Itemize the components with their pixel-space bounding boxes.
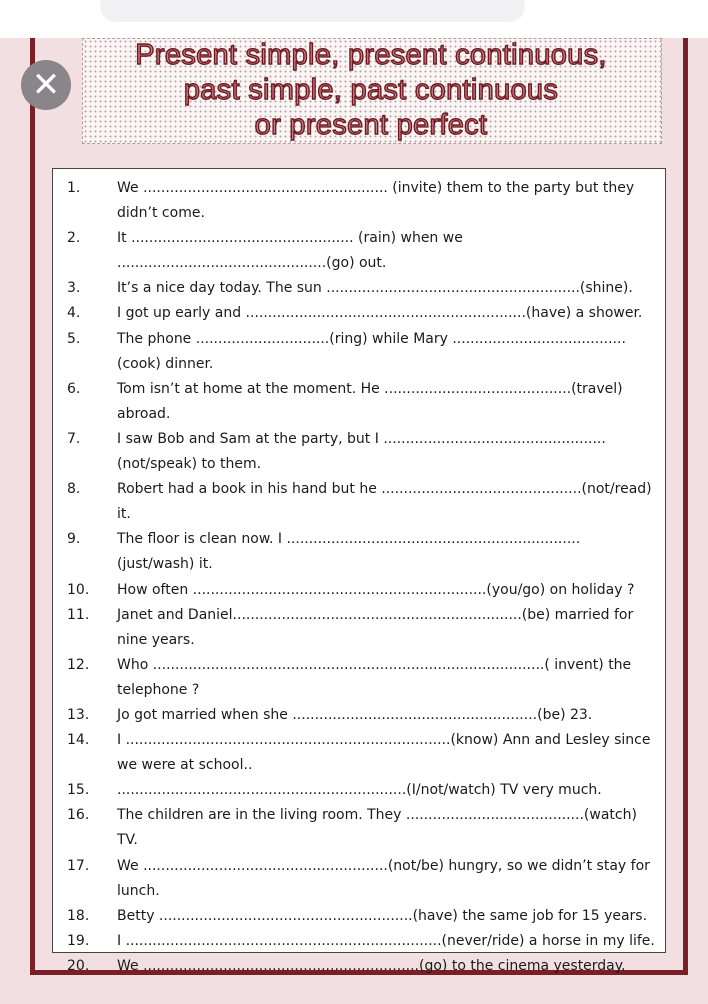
exercise-list	[53, 176, 665, 979]
exercise-item	[53, 803, 665, 853]
exercise-item	[53, 301, 665, 326]
exercise-number: 10.	[67, 581, 90, 598]
exercise-item	[53, 778, 665, 803]
exercise-sentence: We .......................................................(not/be) hungry, so we didn’t stay for lunch.	[117, 857, 650, 899]
exercise-item	[53, 276, 665, 301]
exercise-sentence: Jo got married when she .......................................................(be) 23.	[117, 706, 593, 723]
exercise-item	[53, 854, 665, 904]
close-button[interactable]	[21, 60, 71, 110]
exercise-sentence: I saw Bob and Sam at the party, but I ..................................................(not/speak) to them.	[117, 430, 606, 473]
search-bar[interactable]	[100, 0, 525, 22]
title-line-2: past simple, past continuous	[183, 74, 559, 106]
exercise-number: 19.	[67, 932, 90, 949]
exercise-number: 13.	[67, 706, 90, 723]
exercise-number: 16.	[67, 807, 90, 824]
title-line-1: Present simple, present continuous,	[135, 39, 607, 71]
exercise-number: 12.	[67, 656, 90, 673]
exercise-item	[53, 603, 665, 653]
exercise-number: 15.	[67, 782, 90, 799]
exercise-item	[53, 327, 665, 377]
exercise-sentence: I .......................................................................(never/ride) a horse in my life.	[117, 932, 655, 949]
exercise-sentence: I got up early and ...............................................................(have) a shower.	[117, 305, 643, 322]
exercise-sentence: The floor is clean now. I ..................................................................(just/wash) it.	[117, 531, 581, 573]
close-icon: ✕	[31, 65, 61, 105]
exercise-item	[53, 578, 665, 603]
exercise-item	[53, 377, 665, 427]
exercise-sentence: Robert had a book in his hand but he .............................................(not/read) it.	[117, 481, 652, 523]
exercise-sentence: How often ..................................................................(you/go) on holiday ?	[117, 581, 635, 598]
exercise-number: 20.	[67, 957, 90, 974]
exercise-number: 18.	[67, 907, 90, 924]
worksheet-title	[82, 38, 660, 143]
browser-top-bar	[0, 0, 708, 38]
exercise-number: 5.	[67, 330, 81, 347]
exercise-number: 14.	[67, 732, 90, 749]
exercise-sentence: I .........................................................................(know) Ann and Lesley since we were at school..	[117, 732, 651, 774]
title-line-3: or present perfect	[254, 109, 488, 141]
exercise-number: 2.	[67, 230, 81, 247]
exercise-item	[53, 176, 665, 226]
exercise-item	[53, 527, 665, 577]
exercise-number: 11.	[67, 606, 90, 623]
exercise-item	[53, 653, 665, 703]
exercise-item	[53, 427, 665, 477]
exercise-sentence: We ....................................................... (invite) them to the party but they didn’t come.	[117, 180, 635, 222]
exercise-item	[53, 703, 665, 728]
exercise-sentence: Who ........................................................................................( invent) the telephone ?	[117, 656, 632, 698]
exercise-number: 4.	[67, 305, 81, 322]
exercise-sentence: It’s a nice day today. The sun .........................................................(shine).	[117, 280, 633, 297]
exercise-item	[53, 477, 665, 527]
exercise-sentence: Betty .........................................................(have) the same job for 15 years.	[117, 907, 648, 924]
exercise-number: 6.	[67, 380, 81, 397]
exercise-item	[53, 728, 665, 778]
exercise-item	[53, 929, 665, 954]
exercise-number: 3.	[67, 280, 81, 297]
exercise-number: 17.	[67, 857, 90, 874]
exercise-number: 1.	[67, 180, 81, 196]
exercise-number: 9.	[67, 531, 81, 548]
exercise-number: 7.	[67, 430, 81, 447]
exercise-sentence: It .................................................. (rain) when we ...............................................(go) out.	[117, 230, 463, 272]
exercise-item	[53, 226, 665, 276]
exercise-sentence: The children are in the living room. They ........................................(watch) TV.	[117, 807, 637, 849]
exercise-item	[53, 954, 665, 979]
exercise-item	[53, 904, 665, 929]
exercise-box	[52, 168, 666, 974]
exercise-sentence: .................................................................(I/not/watch) TV very much.	[117, 782, 602, 799]
exercise-sentence: We ..............................................................(go) to the cinema yesterday.	[117, 957, 626, 974]
exercise-sentence: The phone ..............................(ring) while Mary .......................................(cook) dinner.	[117, 330, 626, 372]
exercise-sentence: Janet and Daniel.................................................................(be) married for nine years.	[117, 606, 634, 648]
exercise-sentence: Tom isn’t at home at the moment. He ..........................................(travel) abroad.	[117, 380, 623, 422]
exercise-number: 8.	[67, 481, 81, 498]
